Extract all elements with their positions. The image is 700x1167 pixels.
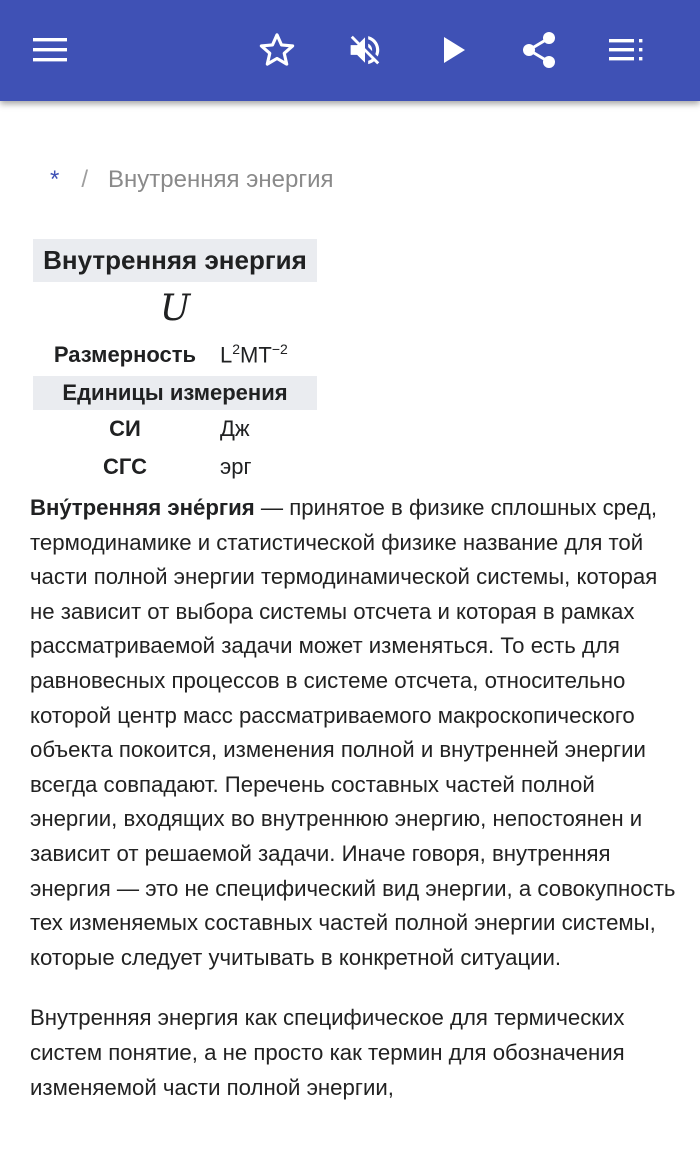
- article-text: Внутренняя энергия как специфическое для термических систем понятие, а не просто как термин для обозначения изменяемой части полной энергии,: [30, 1005, 625, 1100]
- contents-button[interactable]: [599, 22, 655, 78]
- play-button[interactable]: [426, 22, 482, 78]
- article-body: [30, 491, 680, 1131]
- menu-icon: [33, 37, 69, 63]
- mute-button[interactable]: [337, 22, 393, 78]
- volume-off-icon: [346, 31, 384, 69]
- share-icon: [521, 31, 557, 69]
- infobox-dimension-row: [33, 336, 317, 374]
- dimension-L-exponent: 2: [232, 341, 241, 358]
- unit-system: СГС: [103, 454, 147, 479]
- unit-name[interactable]: эрг: [220, 454, 252, 479]
- unit-row: [33, 448, 317, 486]
- menu-button[interactable]: [23, 22, 79, 78]
- star-icon: [258, 32, 296, 68]
- unit-system: СИ: [109, 416, 141, 441]
- play-icon: [441, 35, 467, 65]
- article-text: — принятое в физике сплошных сред, термодинамике и статистической физике название для той части полной энергии термодинамической системы, которая не зависит от выбора системы отсчета и которая в рамках рассматриваемой задачи может изменяться. То есть для равновесных процессов в системе отсчета, относительно которой центр масс рассматриваемого макроскопического объекта покоится, изменения полной и внутренней энергии всегда совпадают. Перечень составных частей полной энергии, входящих во внутреннюю энергию, непостоянен и зависит от решаемой задачи. Иначе говоря, внутренняя энергия — это не специфический вид энергии, а совокупность тех изменяемых составных частей полной энергии системы, которые следует учитывать в конкретной ситуации.: [30, 495, 676, 970]
- article-term: Вну́тренняя эне́ргия: [30, 495, 255, 520]
- infobox-title: Внутренняя энергия: [33, 239, 317, 282]
- article-paragraph: [30, 491, 680, 975]
- dimension-label: Размерность: [53, 342, 197, 367]
- units-header: Единицы измерения: [33, 376, 317, 410]
- favorite-button[interactable]: [249, 22, 305, 78]
- infobox-symbol: U: [159, 288, 191, 329]
- breadcrumb: [48, 166, 333, 194]
- dimension-value: [220, 341, 288, 368]
- article-paragraph: [30, 1001, 680, 1105]
- app-bar: [0, 0, 700, 101]
- breadcrumb-separator: /: [81, 166, 89, 193]
- unit-name[interactable]: Дж: [220, 416, 250, 441]
- list-icon: [609, 39, 645, 61]
- unit-row: [33, 410, 317, 448]
- breadcrumb-current: Внутренняя энергия: [108, 166, 334, 193]
- dimension-MT: MT: [240, 342, 272, 368]
- dimension-T-exponent: −2: [271, 341, 288, 358]
- breadcrumb-home-link[interactable]: *: [50, 166, 60, 193]
- dimension-L: L: [220, 342, 233, 368]
- infobox: [33, 239, 317, 486]
- share-button[interactable]: [511, 22, 567, 78]
